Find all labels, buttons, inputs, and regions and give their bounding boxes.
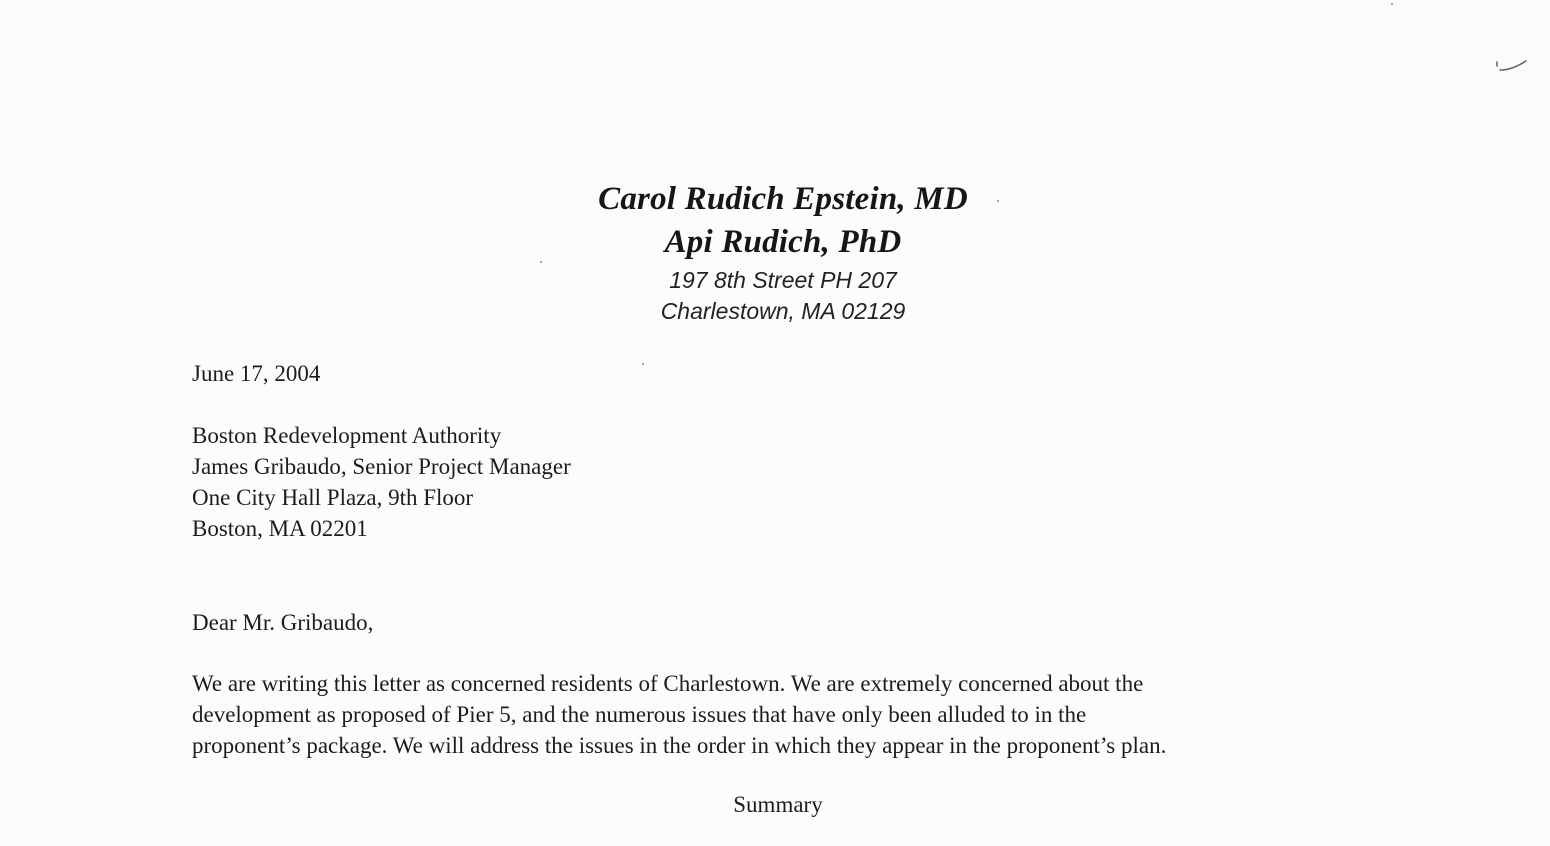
salutation: Dear Mr. Gribaudo, (192, 610, 374, 635)
body-paragraph (192, 668, 1166, 761)
recipient-city: Boston, MA 02201 (192, 516, 368, 541)
letterhead-name-2: Api Rudich, PhD (664, 224, 902, 260)
letterhead-street: 197 8th Street PH 207 (669, 267, 897, 293)
scan-speck (540, 261, 542, 263)
letter-date: June 17, 2004 (192, 361, 321, 386)
recipient-street: One City Hall Plaza, 9th Floor (192, 485, 474, 510)
paragraph-line: proponent’s package. We will address the issues in the order in which they appear in the proponent’s plan. (192, 733, 1167, 758)
letterhead-name-1: Carol Rudich Epstein, MD (598, 181, 968, 217)
pen-mark-icon (1494, 58, 1530, 78)
letterhead (0, 178, 1550, 327)
scan-speck (997, 200, 999, 202)
section-heading: Summary (733, 792, 823, 817)
paragraph-line: We are writing this letter as concerned residents of Charlestown. We are extremely concerned about the (192, 671, 1144, 696)
paragraph-line: development as proposed of Pier 5, and the numerous issues that have only been alluded to in the (192, 702, 1087, 727)
recipient-organization: Boston Redevelopment Authority (192, 423, 502, 448)
recipient-name-title: James Gribaudo, Senior Project Manager (192, 454, 571, 479)
letterhead-city: Charlestown, MA 02129 (660, 298, 906, 324)
scan-speck (642, 363, 644, 365)
scan-speck (1391, 3, 1393, 5)
recipient-address (192, 420, 571, 544)
